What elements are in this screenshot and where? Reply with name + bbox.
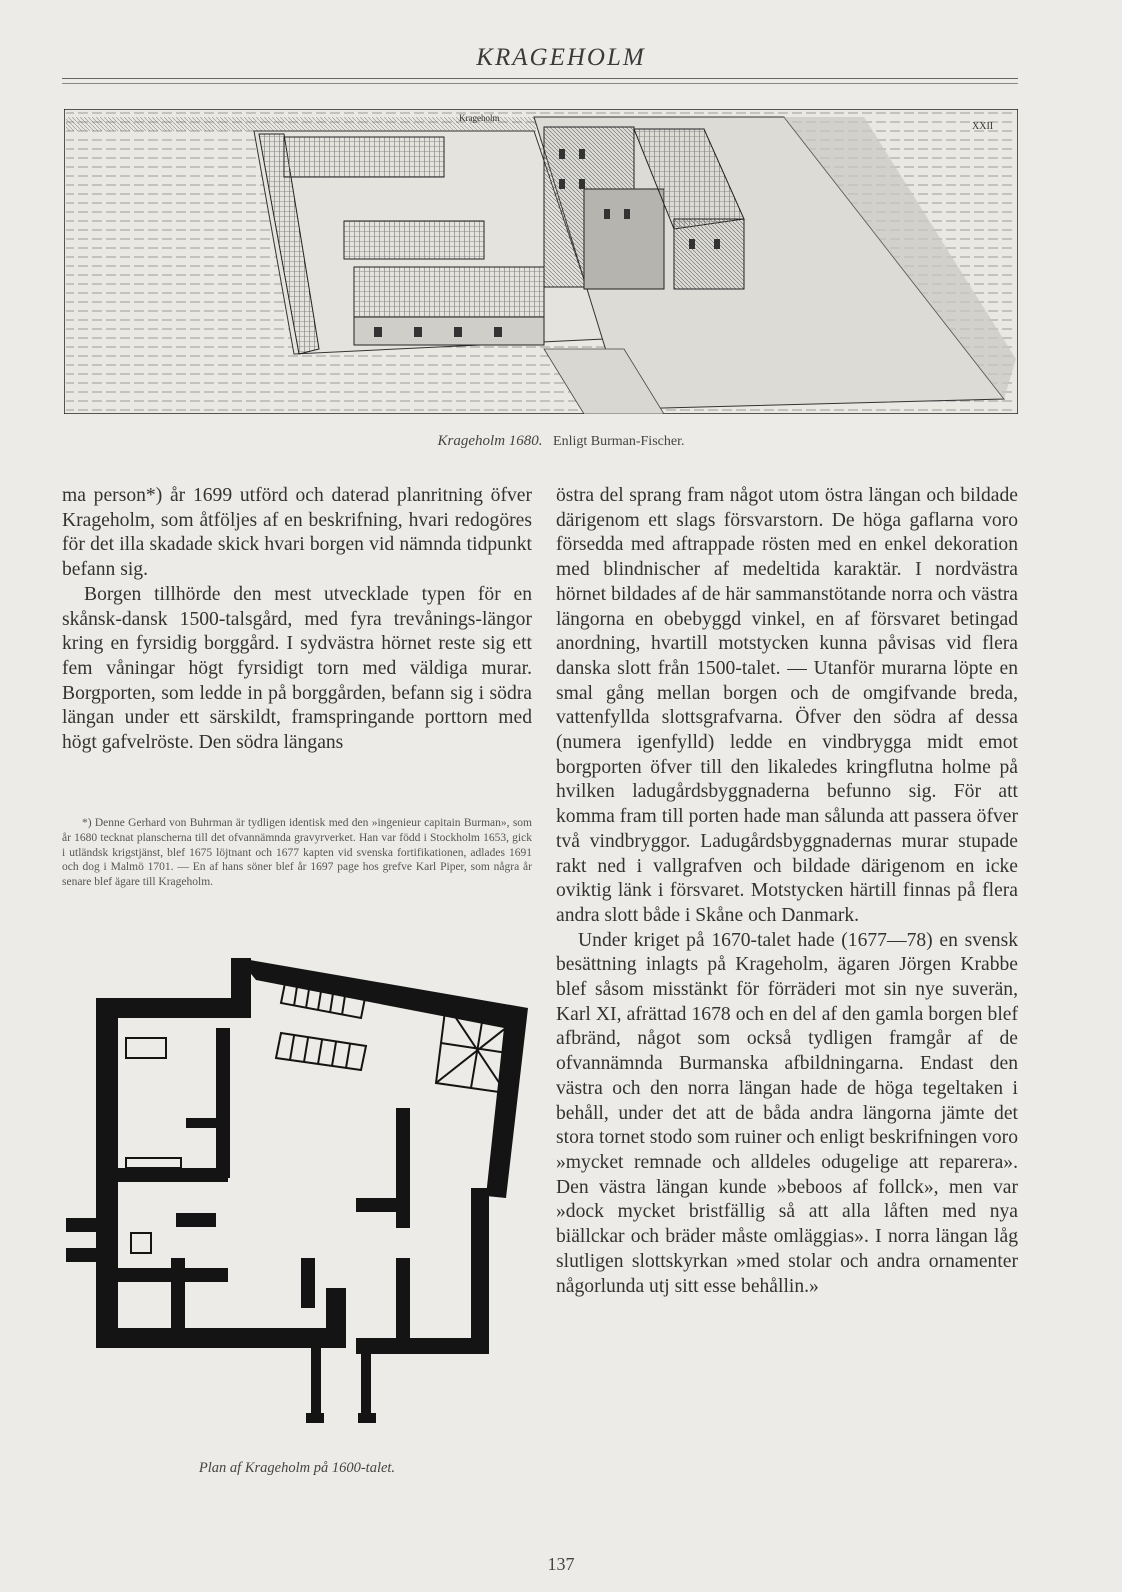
left-column	[62, 484, 532, 756]
footnote: *) Denne Gerhard von Buhrman är tydligen identisk med den »ingenieur capitain Burman», som år 1680 tecknat planscherna till det ofvannämnda gravyrverket. Han var född i Stockholm 1653, gick i utländsk krigstjänst, blef 1675 löjtnant och 1677 kapten vid svenska fortifikationen, adlades 1691 och dog i Malmö 1701. — En af hans söner blef år 1697 page hos grefve Karl Piper, som några år senare blef ägare till Krageholm.	[62, 817, 532, 889]
left-paragraph-1: ma person*) år 1699 utförd och daterad planritning öfver Krageholm, som åtföljes af en beskrifning, hvari redogöres för det illa skadade skick hvari borgen vid nämnda tidpunkt befann sig.	[62, 485, 532, 581]
caption-title: Krageholm 1680.	[437, 433, 543, 449]
engraving-caption	[0, 433, 1122, 450]
header-rule-thick	[62, 78, 1018, 79]
right-paragraph-1: östra del sprang fram något utom östra längan och bildade därigenom ett slags försvarstorn. De höga gaflarna voro försedda med aftrappade rösten med en enkel dekoration med blindnischer af medeltida karaktär. I nordvästra hörnet bildades af de här sammanstötande norra och västra längorna en obebyggd vinkel, en af försvaret betingad anordning, hvartill motstycken kunna påvisas vid flera danska slott från 1500-talet. — Utanför murarna löpte en smal gång mellan borgen och de omgifvande breda, vattenfyllda slottsgrafvarna. Öfver den södra af dessa (numera igenfylld) ledde en vindbrygga midt emot borgporten öfver till den likaledes kringflutna holme på hvilken ladugårdsbyggnaderna befunno sig. För att komma fram till porten hade man sålunda att passera öfver två vindbryggor. Ladugårdsbyggnadernas murar stupade rakt ned i vallgrafven och bildade därigenom en icke oviktig länk i försvaret. Motstycken härtill finnas på flera andra slott både i Skåne och Danmark.	[556, 485, 1018, 926]
page-number: 137	[547, 1554, 575, 1574]
left-paragraph-2: Borgen tillhörde den mest utvecklade typen för en skånsk-dansk 1500-talsgård, med fyra trevånings-längor kring en fyrsidig borggård. I sydvästra hörnet reste sig ett fem våningar högt fyrsidigt torn med väldiga murar. Borgporten, som ledde in på borggården, befann sig i södra längan under ett särskildt, framspringande porttorn med högt gafvelröste. Den södra längans	[62, 583, 532, 754]
caption-credit: Enligt Burman-Fischer.	[553, 434, 685, 449]
right-column	[556, 484, 1018, 1299]
floor-plan	[66, 958, 536, 1448]
krageholm-engraving	[64, 109, 1018, 414]
running-header: KRAGEHOLM	[476, 44, 646, 71]
right-paragraph-2: Under kriget på 1670-talet hade (1677—78) en svensk besättning inlagts på Krageholm, ägaren Jörgen Krabbe blef såsom misstänkt för förräderi mot sin nye suverän, Karl XI, afrättad 1678 och en del af den gamla borgen blef afbränd, något som också tydligen framgår af de ofvannämnda Burmanska afbildningarna. Endast den västra och den norra längan hade de höga tegeltaken i behåll, under det att de båda andra längorna jämte det stora tornet stodo som ruiner och enligt beskrifningen voro »mycket remnade och alldeles odugelige att reparera». Den västra längan kunde »beboos af follck», men var »dock mycket bristfällig så att alla låften med nya biällckar och bräder måste omläggias». I norra längan låg slutligen slottskyrkan »med stolar och andra ornamenter någorlunda utj sitt esse behållin.»	[556, 929, 1018, 1297]
plate-number: XXII	[972, 121, 994, 132]
plate-label: Krageholm	[459, 113, 500, 123]
header-rule-thin	[62, 83, 1018, 84]
plan-caption: Plan af Krageholm på 1600-talet.	[198, 1460, 396, 1476]
